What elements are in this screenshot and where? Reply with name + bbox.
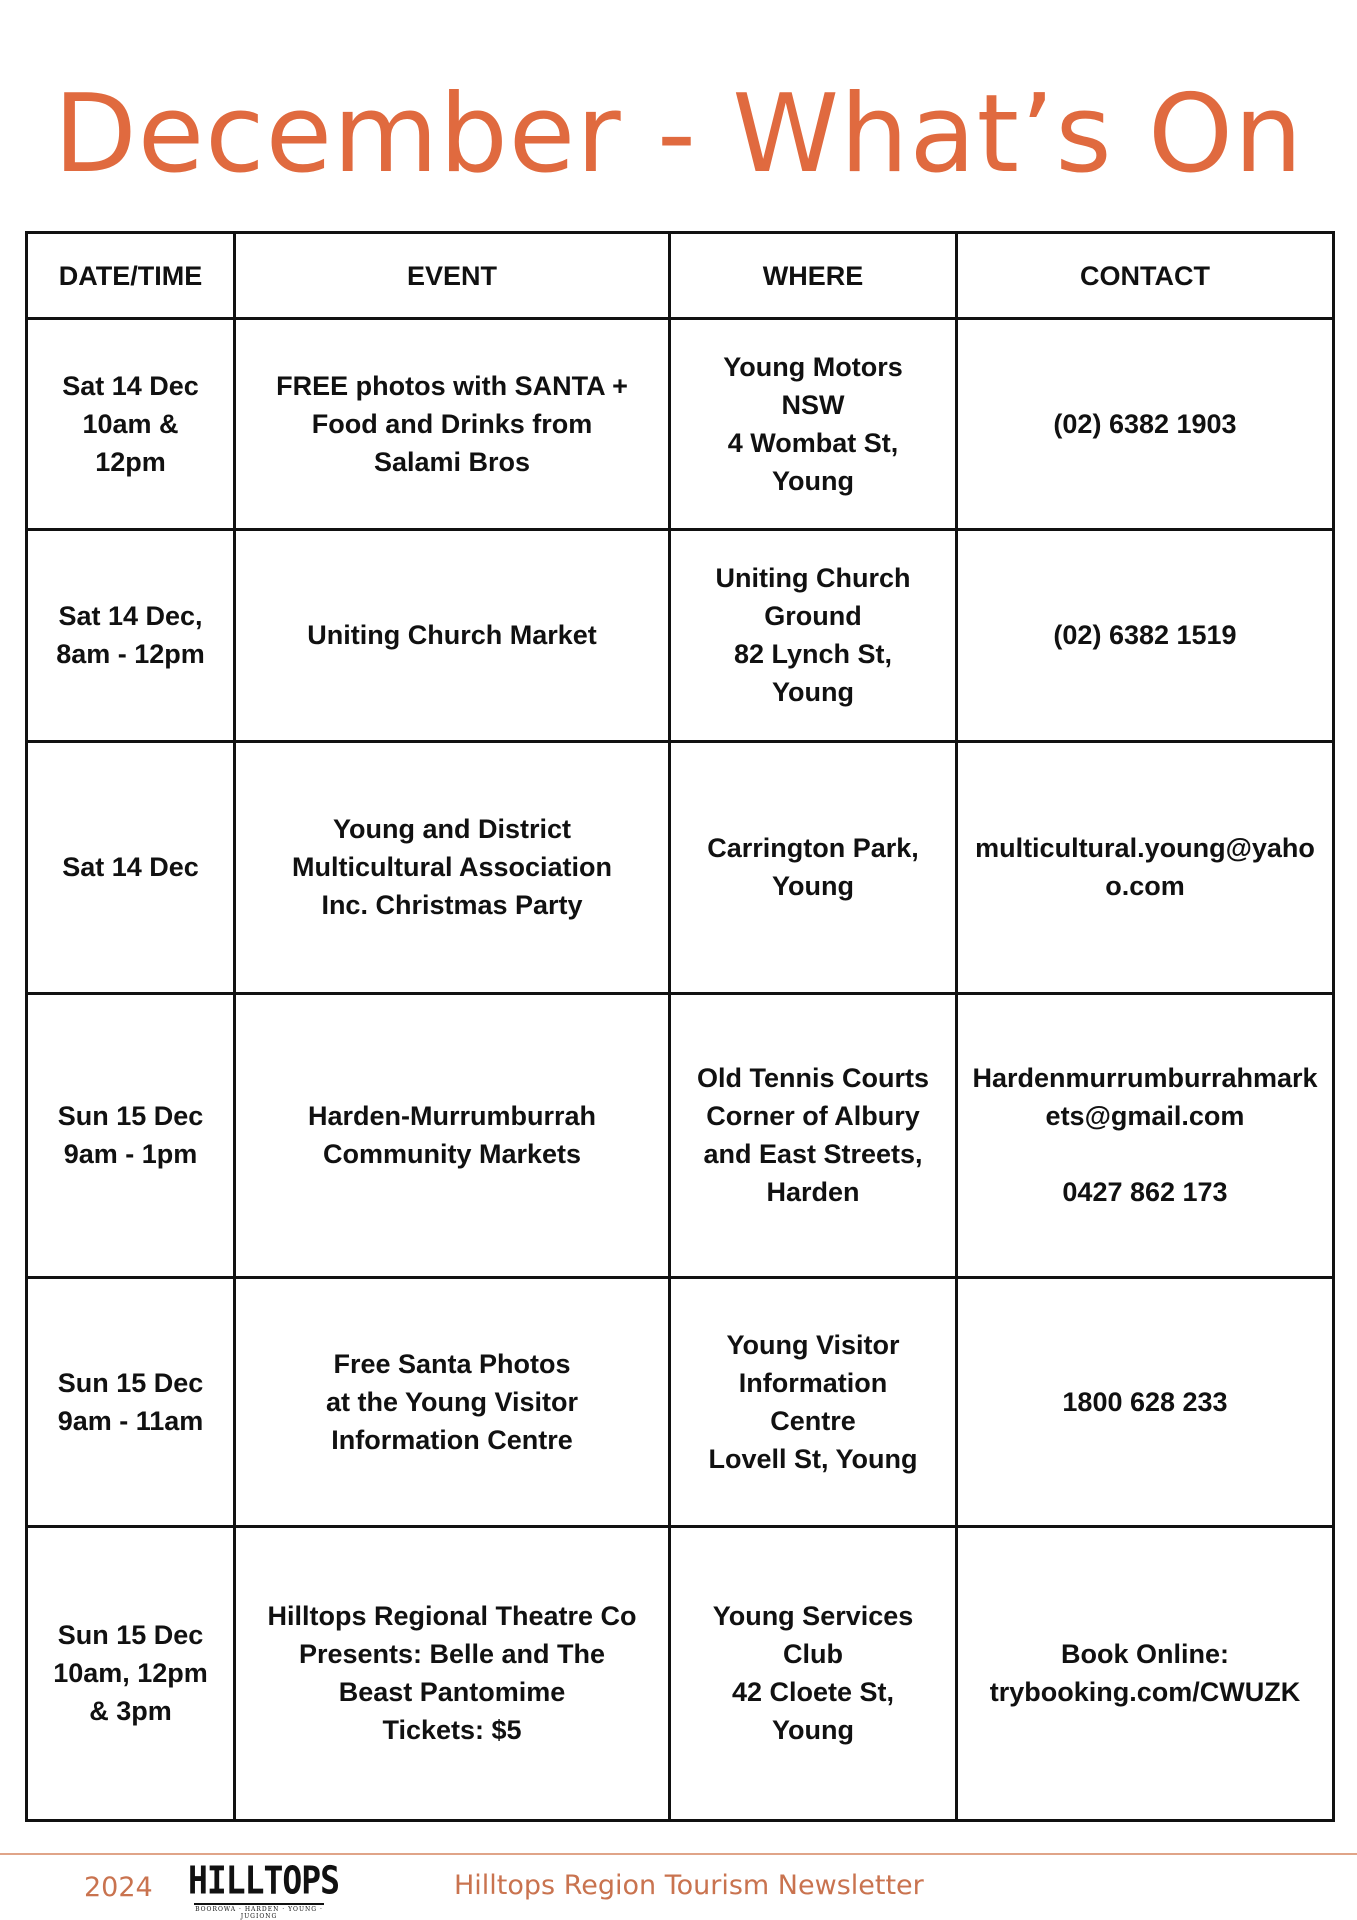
- footer-divider: [0, 1853, 1357, 1855]
- header-contact: CONTACT: [957, 233, 1334, 319]
- cell-contact-email[interactable]: multicultural.young@yahoo.com: [957, 741, 1334, 993]
- table-row: [27, 529, 1334, 741]
- cell-contact: (02) 6382 1519: [957, 529, 1334, 741]
- cell-event: Hilltops Regional Theatre Co Presents: Belle and The Beast Pantomime Tickets: $5: [235, 1526, 670, 1820]
- events-table: [25, 231, 1335, 1822]
- logo-wordmark: HILLTOPS: [188, 1858, 339, 1903]
- page-title: December - What’s On: [53, 72, 1304, 197]
- table-row: [27, 741, 1334, 993]
- cell-date: Sun 15 Dec 10am, 12pm & 3pm: [27, 1526, 235, 1820]
- cell-contact-link[interactable]: Book Online: trybooking.com/CWUZK: [957, 1526, 1334, 1820]
- table-row: [27, 319, 1334, 530]
- header-where: WHERE: [670, 233, 957, 319]
- cell-contact: (02) 6382 1903: [957, 319, 1334, 530]
- header-event: EVENT: [235, 233, 670, 319]
- cell-where: Carrington Park, Young: [670, 741, 957, 993]
- cell-event: FREE photos with SANTA + Food and Drinks from Salami Bros: [235, 319, 670, 530]
- table-row: [27, 993, 1334, 1277]
- cell-date: Sat 14 Dec: [27, 741, 235, 993]
- header-date-time: DATE/TIME: [27, 233, 235, 319]
- footer-year: 2024: [84, 1872, 153, 1903]
- logo-rule: [194, 1903, 324, 1905]
- table-row: [27, 1277, 1334, 1526]
- cell-date: Sun 15 Dec 9am - 11am: [27, 1277, 235, 1526]
- cell-contact-email[interactable]: Hardenmurrumburrahmarkets@gmail.com 0427 862 173: [957, 993, 1334, 1277]
- logo-subtext: BOOROWA · HARDEN · YOUNG · JUGIONG: [195, 1906, 323, 1920]
- cell-where: Young Visitor Information Centre Lovell St, Young: [670, 1277, 957, 1526]
- cell-where: Uniting Church Ground 82 Lynch St, Young: [670, 529, 957, 741]
- footer-newsletter-title: Hilltops Region Tourism Newsletter: [454, 1870, 924, 1901]
- cell-date: Sat 14 Dec 10am & 12pm: [27, 319, 235, 530]
- cell-date: Sat 14 Dec, 8am - 12pm: [27, 529, 235, 741]
- cell-where: Young Motors NSW 4 Wombat St, Young: [670, 319, 957, 530]
- table-row: [27, 1526, 1334, 1820]
- cell-where: Young Services Club 42 Cloete St, Young: [670, 1526, 957, 1820]
- cell-event: Young and District Multicultural Association Inc. Christmas Party: [235, 741, 670, 993]
- table-header-row: [27, 233, 1334, 319]
- cell-event: Free Santa Photos at the Young Visitor Information Centre: [235, 1277, 670, 1526]
- hilltops-logo: [188, 1858, 339, 1920]
- cell-event: Harden-Murrumburrah Community Markets: [235, 993, 670, 1277]
- cell-where: Old Tennis Courts Corner of Albury and East Streets, Harden: [670, 993, 957, 1277]
- cell-event: Uniting Church Market: [235, 529, 670, 741]
- cell-contact: 1800 628 233: [957, 1277, 1334, 1526]
- cell-date: Sun 15 Dec 9am - 1pm: [27, 993, 235, 1277]
